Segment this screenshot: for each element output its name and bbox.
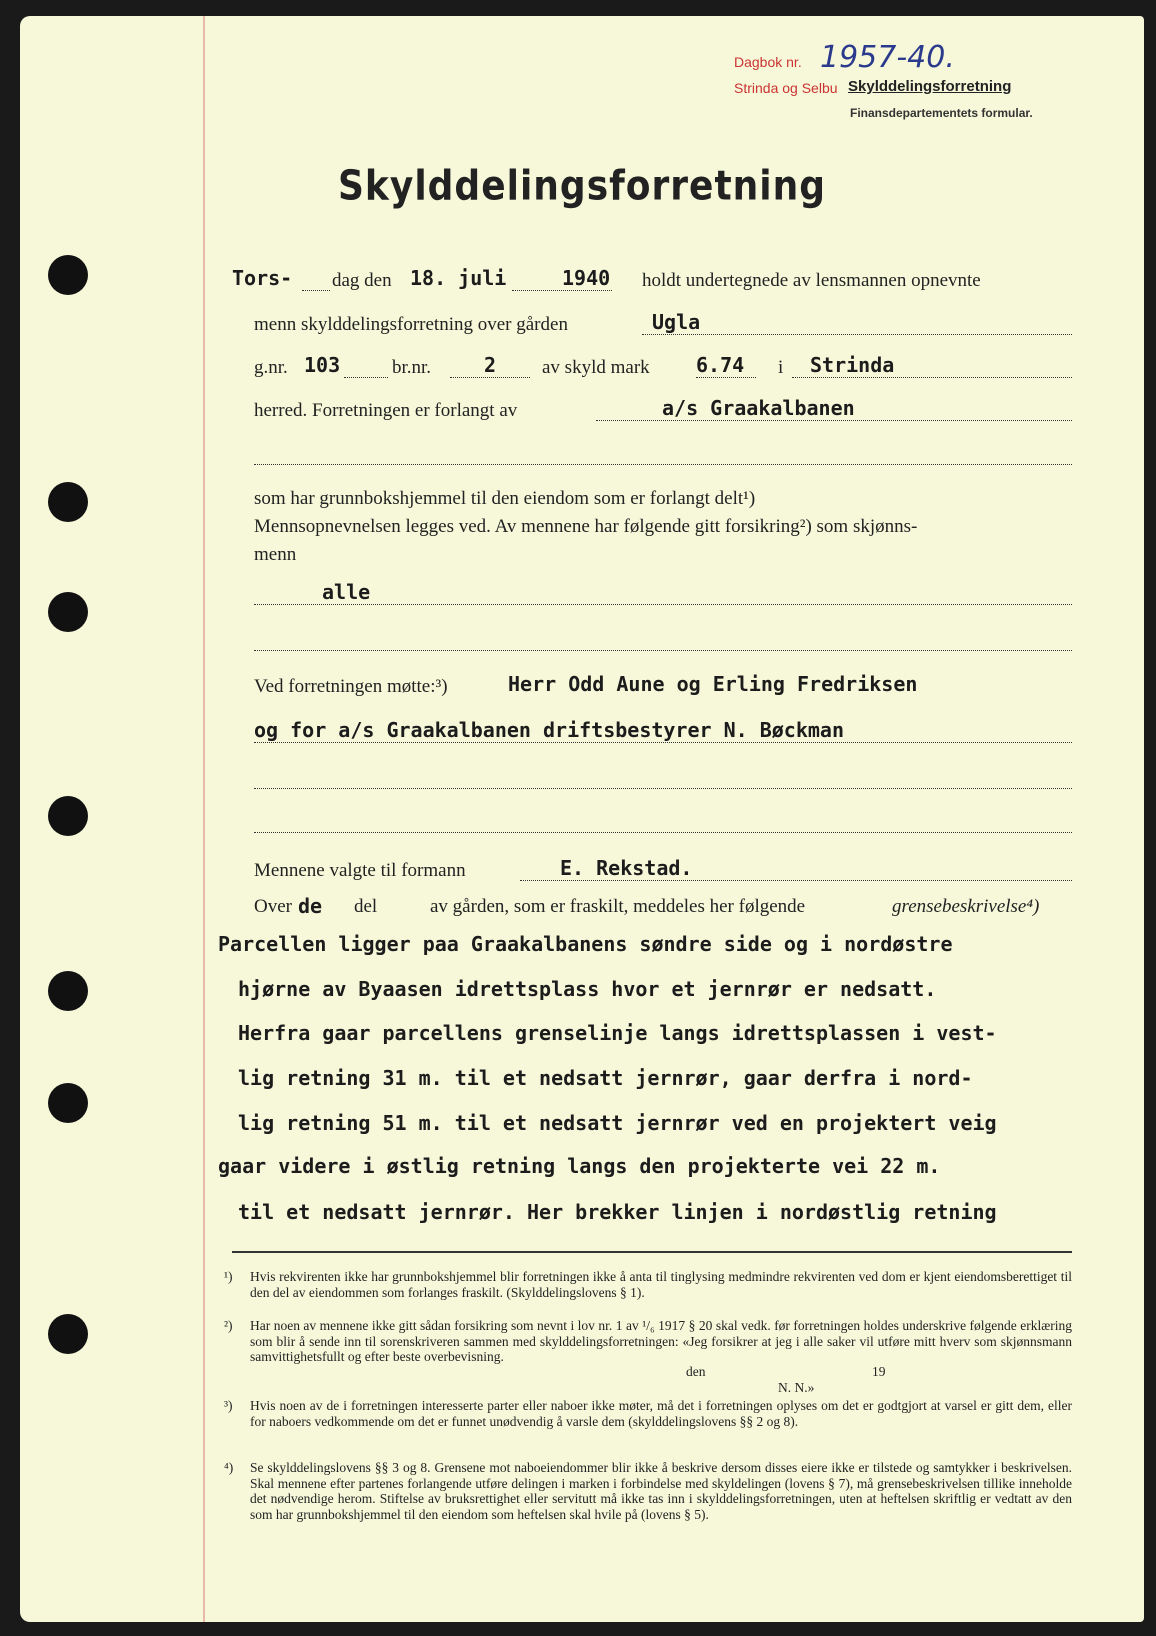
footnote-number: ¹) [224,1269,233,1284]
de-value: de [298,894,323,918]
date-value: 18. juli [410,266,507,290]
footnote-divider [232,1251,1072,1253]
description-line: hjørne av Byaasen idrettsplass hvor et jernrør er nedsatt. [238,977,937,1001]
form-line-men [232,580,1072,618]
footnote-text: Hvis rekvirenten ikke har grunnbokshjemmel blir forretningen ikke å anta til tinglysing medmindre rekvirenten ved dom er kjent eiendomsberettiget til den del av eiendommen som forlanges fraskilt. (Skylddelingslovens § 1). [250,1269,1072,1300]
form-line-attendees [232,672,1072,710]
punch-hole [48,1083,88,1123]
boundary-intro-text: av gården, som er fraskilt, meddeles her følgende [430,896,806,917]
form-line-date [232,266,1072,304]
footnote-text: Hvis noen av de i forretningen interesserte parter eller naboer ikke møter, må det i forretningen oplyses om det er godtgjort at varsel er gitt dem, eller for naboers vedkommende om det er funnet unødvendig å varsle dem (skylddelingslovens §§ 2 og 8). [250,1398,1072,1429]
dotted-line [642,334,1072,335]
attendees-value-2: og for a/s Graakalbanen driftsbestyrer N. Bøckman [254,718,845,742]
footnote-number: ³) [224,1398,233,1413]
attendees-label: Ved forretningen møtte:³) [254,676,448,697]
line6-text: som har grunnbokshjemmel til den eiendom som er forlangt delt¹) [254,488,756,509]
form-line-empty [232,630,1072,664]
registry-stamp [734,34,1074,120]
dotted-line [254,650,1072,651]
footnote-number: ²) [224,1318,233,1333]
attendees-value: Herr Odd Aune og Erling Fredriksen [508,672,918,696]
punch-hole [48,796,88,836]
punch-hole [48,1314,88,1354]
punch-hole [48,482,88,522]
line4-text: herred. Forretningen er forlangt av [254,400,518,421]
punch-hole [48,592,88,632]
footnote-signature: N. N.» [778,1380,815,1395]
brnr-label: br.nr. [392,357,432,378]
line7-text: Mennsopnevnelsen legges ved. Av mennene har følgende gitt forsikring²) som skjønns- [254,516,918,537]
dotted-line [512,290,612,291]
over-label: Over [254,896,292,917]
form-line-empty [232,444,1072,478]
footnote-4 [224,1460,1072,1522]
punch-hole [48,971,88,1011]
year-value: 1940 [562,266,611,290]
form-line-8 [232,544,1072,578]
chairman-value: E. Rekstad. [560,856,693,880]
description-line: lig retning 31 m. til et nedsatt jernrør, gaar derfra i nord- [238,1066,973,1090]
line8-text: menn [254,544,297,565]
form-line-empty [232,812,1072,846]
line2-text: menn skylddelingsforretning over gården [254,314,568,335]
skyld-label: av skyld mark [542,357,650,378]
punch-hole [48,255,88,295]
chairman-label: Mennene valgte til formann [254,860,466,881]
form-line-boundary-intro [232,896,1072,930]
dotted-line [254,464,1072,465]
description-line: Herfra gaar parcellens grenselinje langs idrettsplassen i vest- [238,1021,997,1045]
form-line-requester [232,396,1072,434]
dotted-line [450,377,530,378]
gnr-label: g.nr. [254,357,288,378]
form-line-chairman [232,856,1072,894]
dotted-line [520,880,1072,881]
footnote-year: 19 [872,1364,886,1379]
boundary-italic: grensebeskrivelse⁴) [892,896,1040,917]
dotted-line [254,604,1072,605]
dagbok-number: 1957-40. [820,40,955,75]
page-title: Skylddelingsforretning [337,162,827,211]
description-line: gaar videre i østlig retning langs den projekterte vei 22 m. [218,1154,941,1178]
footnote-text: Har noen av mennene ikke gitt sådan forsikring som nevnt i lov nr. 1 av ¹/₆ 1917 § 20 skal vedk. før forretningen holdes underskrive følgende erklæring som blir å sende inn til sorenskriveren sammen med skylddelingsforretningen: «Jeg forsikrer at jeg i alle saker vil utføre mitt hverv som skjønnsmann samvittighetsfullt og efter beste overbevisning. [250,1318,1072,1364]
dagbok-label: Dagbok nr. [734,54,802,70]
footnote-2 [224,1318,1072,1395]
dotted-line [792,377,1072,378]
weekday-value: Tors- [232,266,293,290]
dotted-line [254,832,1072,833]
description-line: til et nedsatt jernrør. Her brekker linjen i nordøstlig retning [238,1200,997,1224]
dotted-line [302,290,330,291]
form-title-small: Skylddelingsforretning [848,78,1012,95]
dotted-line [696,377,756,378]
brnr-value: 2 [484,353,497,377]
description-line: Parcellen ligger paa Graakalbanens søndre side og i nordøstre [218,932,953,956]
place-value: Strinda [810,353,895,377]
footnote-1 [224,1269,1072,1300]
dotted-line [254,742,1072,743]
form-line-farm [232,310,1072,348]
form-line-empty [232,768,1072,802]
dotted-line [344,377,388,378]
dotted-line [254,788,1072,789]
form-line-gnr [232,353,1072,391]
footnote-number: ⁴) [224,1460,234,1475]
dotted-line [596,420,1072,421]
office-label: Strinda og Selbu [734,80,838,96]
gnr-value: 103 [304,353,341,377]
dag-den-label: dag den [332,270,392,291]
i-label: i [778,357,784,378]
document-page [20,16,1144,1622]
form-line-attendees-2 [232,718,1072,756]
footnote-text: Se skylddelingslovens §§ 3 og 8. Grensene mot naboeiendommer blir ikke å beskrive dersom disses eiere ikke er tilstede og samtykker i beskrivelsen. Skal mennene efter partenes forlangende utføre delingen i marken i forbindelse med skyldelingen (lovens § 7), må grensebeskrivelsen tillike inneholde det nødvendige herom. Stiftelse av bruksrettighet eller servitutt må ikke tas inn i skylddelingsforretningen, uten at heftelsen skriftlig er vedtatt av den som har grunnbokshjemmel til den eiendom som heftelsen skal hvile på (lovens § 5). [250,1460,1072,1522]
footnote-3 [224,1398,1072,1429]
requester-value: a/s Graakalbanen [662,396,855,420]
men-value: alle [322,580,371,604]
margin-line [203,16,205,1622]
skyld-value: 6.74 [696,353,745,377]
line1-text: holdt undertegnede av lensmannen opnevnte [642,270,981,291]
del-label: del [354,896,378,917]
description-line: lig retning 51 m. til et nedsatt jernrør ved en projektert veig [238,1111,997,1135]
footnote-den: den [686,1364,706,1379]
form-source: Finansdepartementets formular. [850,106,1033,120]
farm-value: Ugla [652,310,701,334]
